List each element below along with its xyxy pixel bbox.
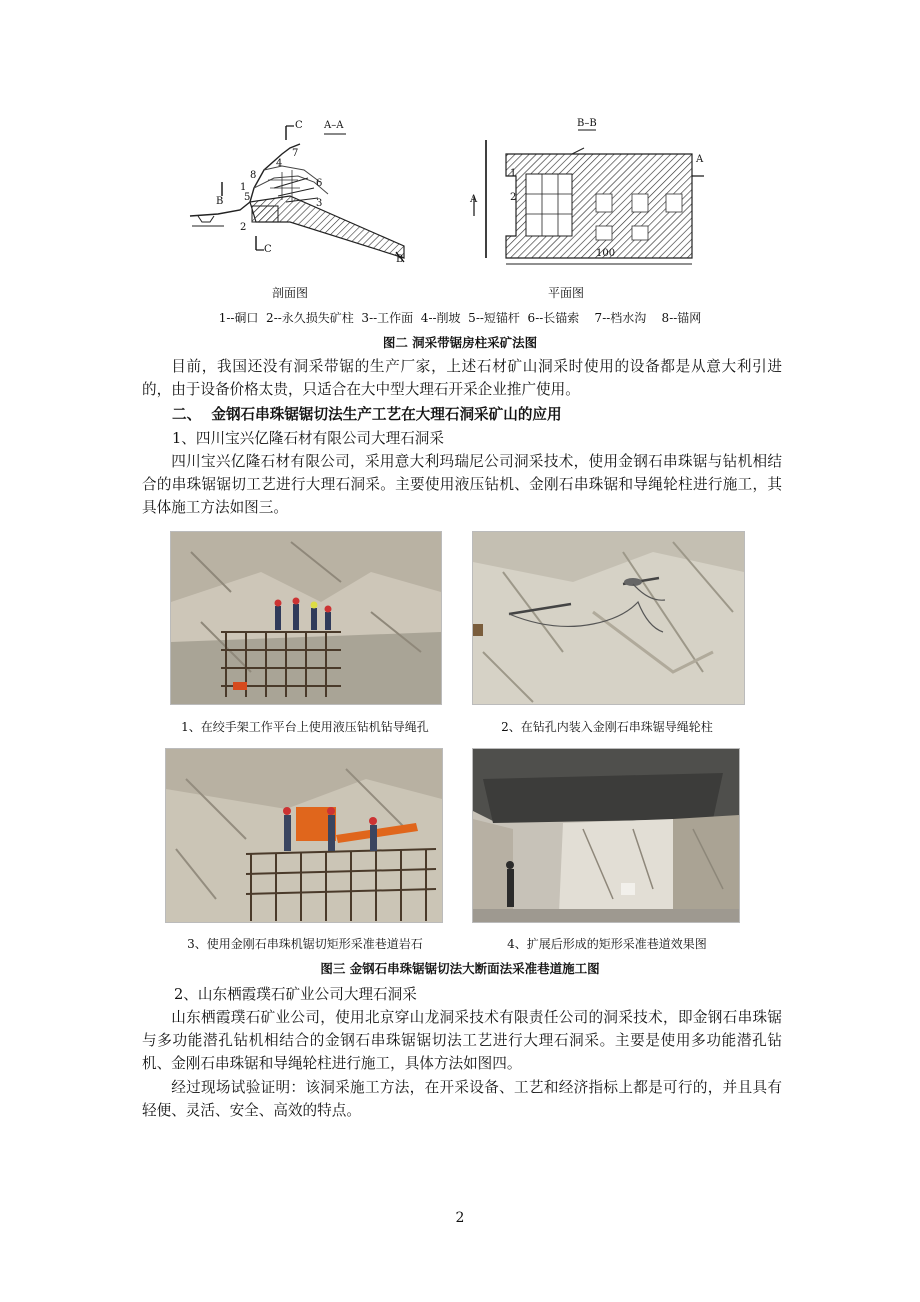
section-caption: 剖面图 bbox=[271, 286, 308, 300]
photo-4-caption: 4、扩展后形成的矩形采准巷道效果图 bbox=[507, 937, 707, 951]
photo-4-svg bbox=[473, 749, 739, 922]
plan-caption: 平面图 bbox=[547, 286, 584, 300]
photo-3-svg bbox=[166, 749, 442, 922]
label-2: 2 bbox=[240, 222, 247, 233]
photo-2-caption: 2、在钻孔内装入金刚石串珠锯导绳轮柱 bbox=[501, 720, 713, 734]
figure2-title: 图二 洞采带锯房柱采矿法图 bbox=[382, 335, 538, 350]
photo-1-caption: 1、在绞手架工作平台上使用液压钻机钻导绳孔 bbox=[181, 720, 429, 734]
paragraph-4-text: 经过现场试验证明：该洞采施工方法，在开采设备、工艺和经济指标上都是可行的，并且具有轻便、灵活、安全、高效的特点。 bbox=[142, 1079, 782, 1119]
label-8: 8 bbox=[250, 170, 257, 181]
plan-label-100: 100 bbox=[596, 248, 616, 259]
paragraph-2 bbox=[142, 450, 782, 519]
photo-1-drilling-platform bbox=[170, 531, 442, 705]
label-c-top: C bbox=[295, 120, 303, 131]
photo-3-caption: 3、使用金刚石串珠机锯切矩形采准巷道岩石 bbox=[187, 937, 423, 951]
label-6: 6 bbox=[316, 178, 323, 189]
photo-4-tunnel-result bbox=[472, 748, 740, 923]
label-c-bottom: C bbox=[264, 244, 272, 255]
section-diagram-svg bbox=[178, 118, 412, 274]
paragraph-1-text: 目前，我国还没有洞采带锯的生产厂家，上述石材矿山洞采时使用的设备都是从意大利引进的，由于设备价格太贵，只适合在大中型大理石开采企业推广使用。 bbox=[142, 358, 782, 398]
label-1: 1 bbox=[240, 182, 247, 193]
label-b-left: B bbox=[216, 196, 224, 207]
label-a-left: A bbox=[470, 194, 478, 205]
plan-label-2: 2 bbox=[510, 192, 517, 203]
subsection-2-heading: 2、山东栖霞璞石矿业公司大理石洞采 bbox=[174, 986, 417, 1003]
figure2-plan-drawing bbox=[466, 118, 710, 274]
photo-2-svg bbox=[473, 532, 744, 704]
paragraph-2-text: 四川宝兴亿隆石材有限公司，采用意大利玛瑞尼公司洞采技术，使用金钢石串珠锯与钻机相结合的串珠锯锯切工艺进行大理石洞采。主要使用液压钻机、金刚石串珠锯和导绳轮柱进行施工，其具体施工方法如图三。 bbox=[142, 453, 782, 516]
plan-section-label: B–B bbox=[577, 118, 597, 129]
label-3: 3 bbox=[316, 198, 323, 209]
label-7: 7 bbox=[292, 148, 299, 159]
photo-2-guide-pulley bbox=[472, 531, 745, 705]
section-label: A–A bbox=[324, 120, 344, 131]
figure3-title: 图三 金钢石串珠锯锯切法大断面法采准巷道施工图 bbox=[320, 961, 600, 976]
figure2-legend: 1--硐口 2--永久损失矿柱 3--工作面 4--削坡 5--短锚杆 6--长锚索 7--档水沟 8--锚网 bbox=[218, 311, 702, 325]
page-number: 2 bbox=[455, 1210, 465, 1226]
plan-label-1: 1 bbox=[510, 168, 517, 179]
paragraph-4 bbox=[142, 1076, 782, 1122]
section-2-heading: 二、 金钢石串珠锯锯切法生产工艺在大理石洞采矿山的应用 bbox=[172, 406, 562, 423]
photo-3-sawing-rock bbox=[165, 748, 443, 923]
paragraph-1 bbox=[142, 355, 782, 401]
paragraph-3-text: 山东栖霞璞石矿业公司，使用北京穿山龙洞采技术有限责任公司的洞采技术，即金钢石串珠锯与多功能潜孔钻机相结合的金钢石串珠锯锯切法工艺进行大理石洞采。主要是使用多功能潜孔钻机、金刚石串珠锯和导绳轮柱进行施工，具体方法如图四。 bbox=[142, 1009, 782, 1072]
figure2-section-drawing bbox=[178, 118, 412, 274]
label-5: 5 bbox=[244, 192, 251, 203]
photo-1-svg bbox=[171, 532, 441, 704]
plan-diagram-svg bbox=[466, 118, 710, 274]
subsection-1-heading: 1、四川宝兴亿隆石材有限公司大理石洞采 bbox=[172, 430, 444, 447]
label-b-right: B bbox=[396, 254, 404, 265]
label-4: 4 bbox=[276, 158, 283, 169]
label-a-right: A bbox=[696, 154, 704, 165]
paragraph-3 bbox=[142, 1006, 782, 1075]
